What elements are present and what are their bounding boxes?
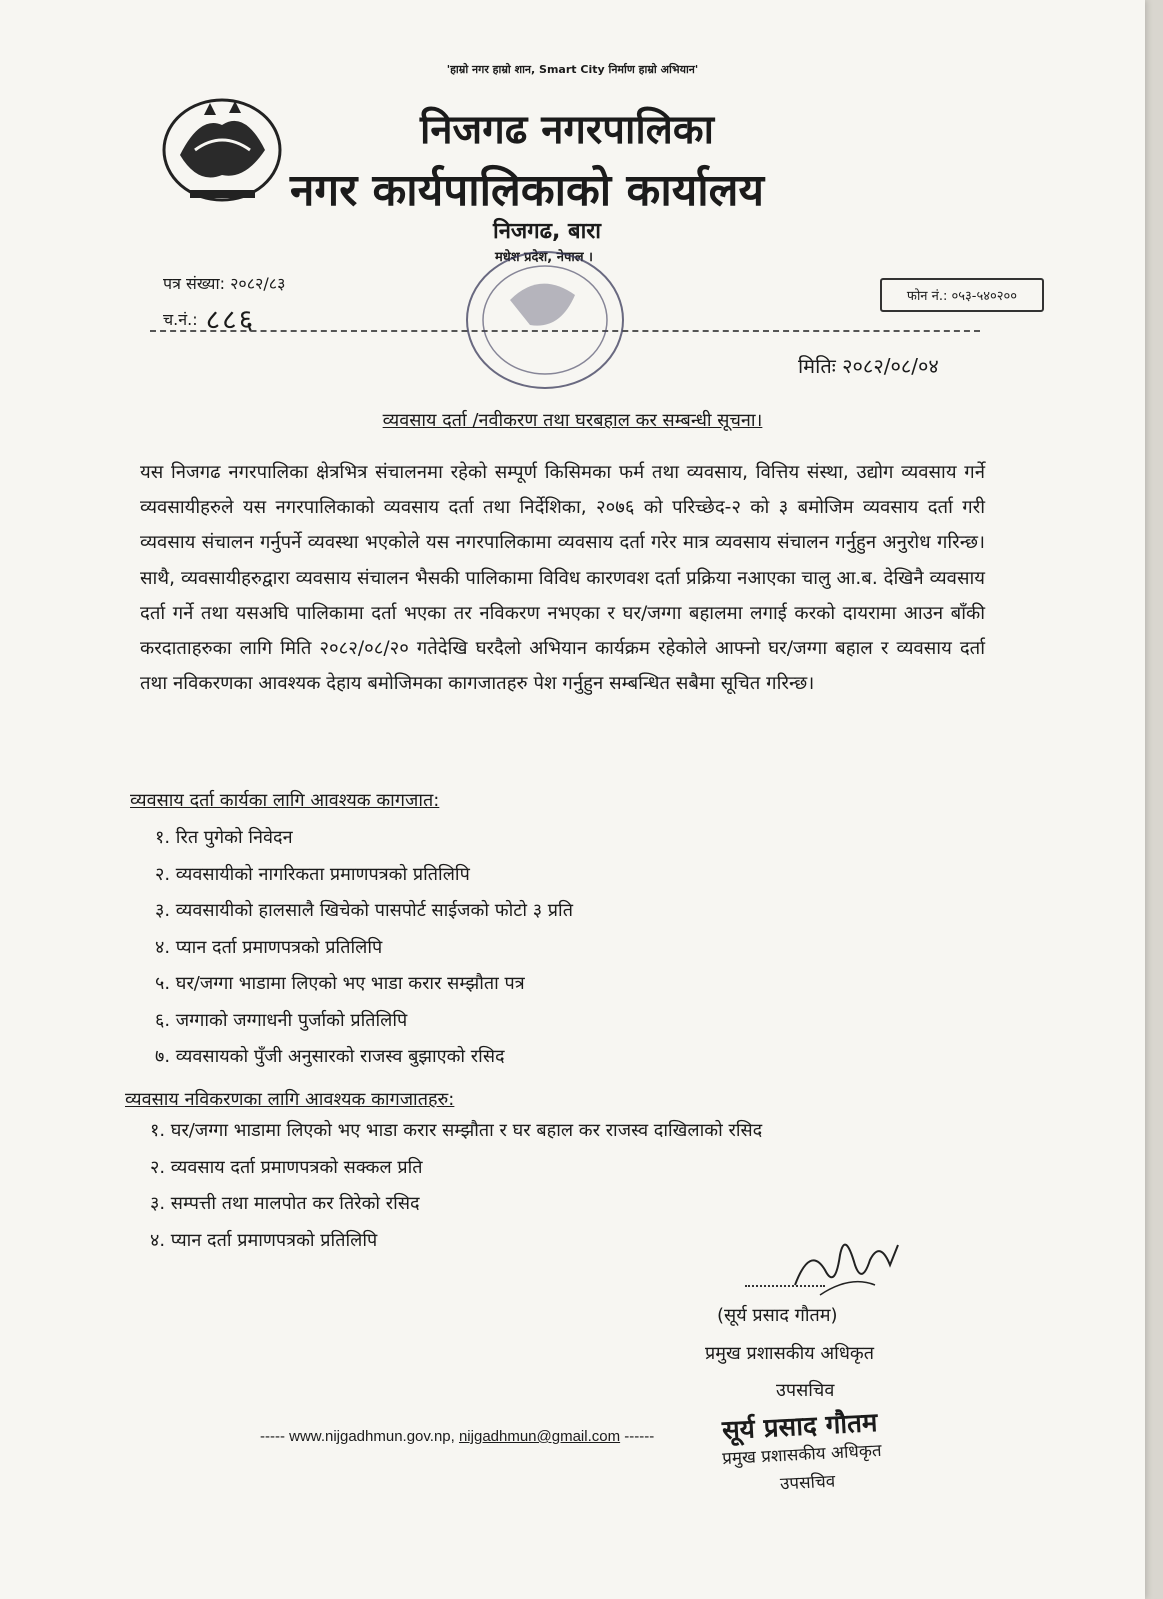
list-item: २. व्यवसायीको नागरिकता प्रमाणपत्रको प्रतिलिपि xyxy=(155,863,470,885)
renewal-heading: व्यवसाय नविकरणका लागि आवश्यक कागजातहरु: xyxy=(125,1089,455,1110)
office-seal-stamp xyxy=(450,240,630,410)
dispatch-number xyxy=(163,300,255,338)
list-item: ४. प्यान दर्ता प्रमाणपत्रको प्रतिलिपि xyxy=(155,936,383,958)
handwritten-signature xyxy=(780,1225,910,1300)
registration-list xyxy=(155,825,573,1081)
reference-number: पत्र संख्या: २०८२/८३ xyxy=(163,274,286,293)
list-item: १. घर/जग्गा भाडामा लिएको भए भाडा करार सम्झौता र घर बहाल कर राजस्व दाखिलाको रसिद xyxy=(150,1120,763,1141)
notice-subject: व्यवसाय दर्ता /नवीकरण तथा घरबहाल कर सम्बन्धी सूचना। xyxy=(382,410,763,431)
dispatch-value: ८८६ xyxy=(205,303,256,336)
footer-email[interactable]: nijgadhmun@gmail.com xyxy=(458,1428,621,1445)
slogan: 'हाम्रो नगर हाम्रो शान, Smart City निर्माण हाम्रो अभियान' xyxy=(446,63,699,76)
office-address: निजगढ, बारा xyxy=(493,219,601,244)
list-item: ७. व्यवसायको पुँजी अनुसारको राजस्व बुझाएको रसिद xyxy=(155,1046,505,1067)
office-province: मधेश प्रदेश, नेपाल । xyxy=(495,250,593,265)
list-item: ५. घर/जग्गा भाडामा लिएको भए भाडा करार सम्झौता पत्र xyxy=(155,973,525,994)
name-stamp-rank: उपसचिव xyxy=(779,1471,836,1495)
signatory-title: प्रमुख प्रशासकीय अधिकृत xyxy=(705,1343,874,1364)
office-subtitle: नगर कार्यपालिकाको कार्यालय xyxy=(290,165,764,216)
name-stamp-name: सूर्य प्रसाद गौतम xyxy=(721,1407,879,1447)
list-item: ४. प्यान दर्ता प्रमाणपत्रको प्रतिलिपि xyxy=(150,1229,378,1251)
signatory-rank: उपसचिव xyxy=(776,1380,835,1401)
list-item: ३. सम्पत्ती तथा मालपोत कर तिरेको रसिद xyxy=(150,1193,420,1214)
list-item: ६. जग्गाको जग्गाधनी पुर्जाको प्रतिलिपि xyxy=(155,1009,408,1031)
footer-contact xyxy=(260,1428,654,1445)
footer-dashes: ------ xyxy=(624,1428,655,1445)
nepal-emblem-logo xyxy=(160,95,285,205)
renewal-list xyxy=(150,1118,762,1264)
notice-body: यस निजगढ नगरपालिका क्षेत्रभित्र संचालनमा रहेको सम्पूर्ण किसिमका फर्म तथा व्यवसाय, वित्तिय संस्था, उद्योग व्यवसाय गर्ने व्यवसायीहरुले यस नगरपालिकाको व्यवसाय दर्ता तथा निर्देशिका, २०७६ को परिच्छेद-२ को ३ बमोजिम व्यवसाय दर्ता गरी व्यवसाय संचालन गर्नुपर्ने व्यवस्था भएकोले यस नगरपालिकामा व्यवसाय दर्ता गरेर मात्र व्यवसाय संचालन गर्नुहुन अनुरोध गरिन्छ। साथै, व्यवसायीहरुद्वारा व्यवसाय संचालन भैसकी पालिकामा विविध कारणवश दर्ता प्रक्रिया नआएका चालु आ.ब. देखिनै व्यवसाय दर्ता गर्ने तथा यसअघि पालिकामा दर्ता भएका तर नविकरण नभएका र घर/जग्गा बहालमा लगाई करको दायरामा आउन बाँकी करदाताहरुका लागि मिति २०८२/०८/२० गतेदेखि घरदैलो अभियान कार्यक्रम रहेकोले आफ्नो घर/जग्गा बहाल र व्यवसाय दर्ता तथा नविकरणका आवश्यक देहाय बमोजिमका कागजातहरु पेश गर्नुहुन सम्बन्धित सबैमा सूचित गरिन्छ। xyxy=(140,462,986,695)
footer-website[interactable]: ----- www.nijgadhmun.gov.np, xyxy=(260,1428,455,1445)
dispatch-label: च.नं.: xyxy=(163,310,198,329)
signatory-name: (सूर्य प्रसाद गौतम) xyxy=(717,1305,838,1326)
registration-heading: व्यवसाय दर्ता कार्यका लागि आवश्यक कागजात: xyxy=(130,790,440,811)
signature-line xyxy=(745,1285,825,1287)
name-stamp-title: प्रमुख प्रशासकीय अधिकृत xyxy=(721,1440,883,1470)
phone-number-box: फोन नं.: ०५३-५४०२०० xyxy=(880,278,1044,312)
list-item: १. रित पुगेको निवेदन xyxy=(155,827,293,848)
office-name: निजगढ नगरपालिका xyxy=(420,107,714,153)
list-item: ३. व्यवसायीको हालसालै खिचेको पासपोर्ट साईजको फोटो ३ प्रति xyxy=(155,900,573,921)
list-item: २. व्यवसाय दर्ता प्रमाणपत्रको सक्कल प्रति xyxy=(150,1156,423,1178)
notice-date: मितिः २०८२/०८/०४ xyxy=(798,354,939,378)
